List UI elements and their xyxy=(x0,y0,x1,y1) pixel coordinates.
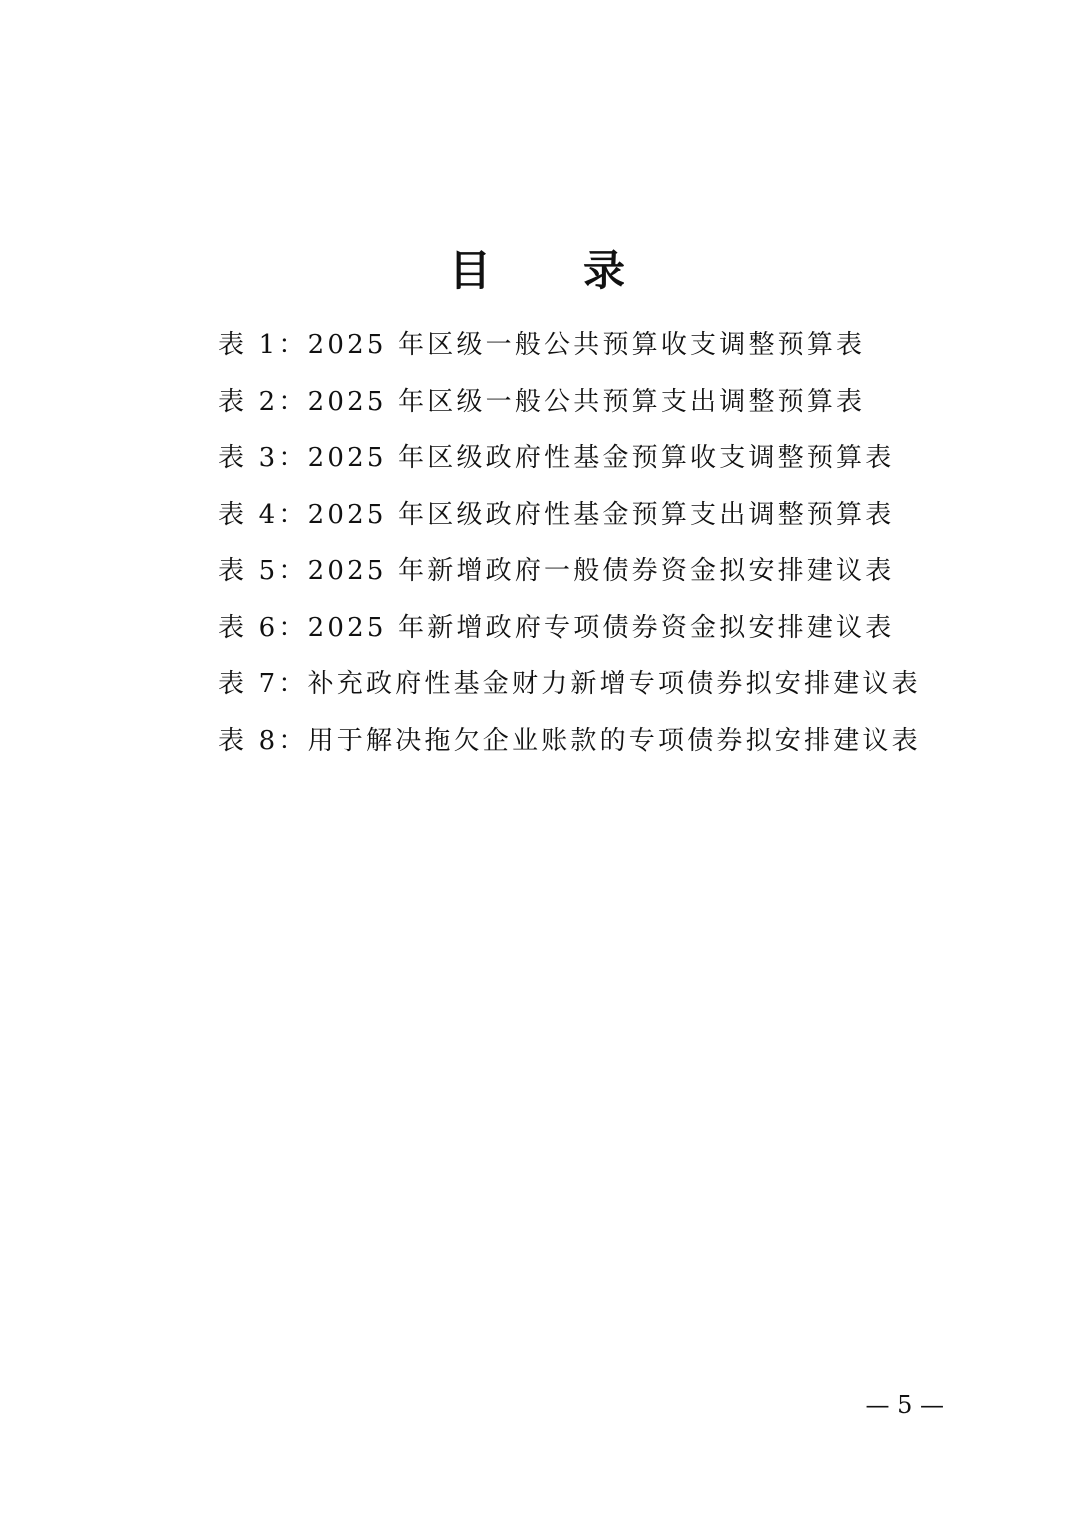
toc-item-text: 2025 年区级一般公共预算支出调整预算表 xyxy=(307,386,866,417)
toc-item-1 xyxy=(218,322,1038,379)
toc-item-prefix: 表 8： xyxy=(218,725,308,756)
toc-title-part-2: 录 xyxy=(583,246,626,295)
toc-item-text: 2025 年区级一般公共预算收支调整预算表 xyxy=(307,330,866,360)
toc-item-prefix: 表 2： xyxy=(218,386,308,417)
toc-item-3 xyxy=(218,435,1038,492)
toc-item-text: 用于解决拖欠企业账款的专项债券拟安排建议表 xyxy=(307,725,921,756)
toc-item-text: 2025 年新增政府专项债券资金拟安排建议表 xyxy=(307,612,895,643)
toc-item-5 xyxy=(218,548,1038,605)
toc-title xyxy=(0,238,1074,298)
toc-item-text: 2025 年区级政府性基金预算收支调整预算表 xyxy=(307,443,895,473)
toc-item-6 xyxy=(218,605,1038,662)
toc-title-part-1: 目 xyxy=(448,246,491,295)
toc-item-7 xyxy=(218,661,1038,718)
toc-item-prefix: 表 7： xyxy=(218,669,308,699)
toc-item-text: 2025 年新增政府一般债券资金拟安排建议表 xyxy=(307,556,895,586)
toc-item-text: 2025 年区级政府性基金预算支出调整预算表 xyxy=(307,499,895,530)
toc-item-text: 补充政府性基金财力新增专项债券拟安排建议表 xyxy=(307,669,921,699)
toc-item-prefix: 表 3： xyxy=(218,443,308,473)
toc-item-prefix: 表 5： xyxy=(218,556,308,586)
toc-item-2 xyxy=(218,379,1038,436)
toc-item-prefix: 表 1： xyxy=(218,330,308,360)
toc-list xyxy=(218,322,1038,774)
page-number: — 5 — xyxy=(865,1391,944,1419)
toc-item-prefix: 表 4： xyxy=(218,499,308,530)
toc-item-prefix: 表 6： xyxy=(218,612,308,643)
toc-item-4 xyxy=(218,492,1038,549)
toc-item-8 xyxy=(218,718,1038,775)
